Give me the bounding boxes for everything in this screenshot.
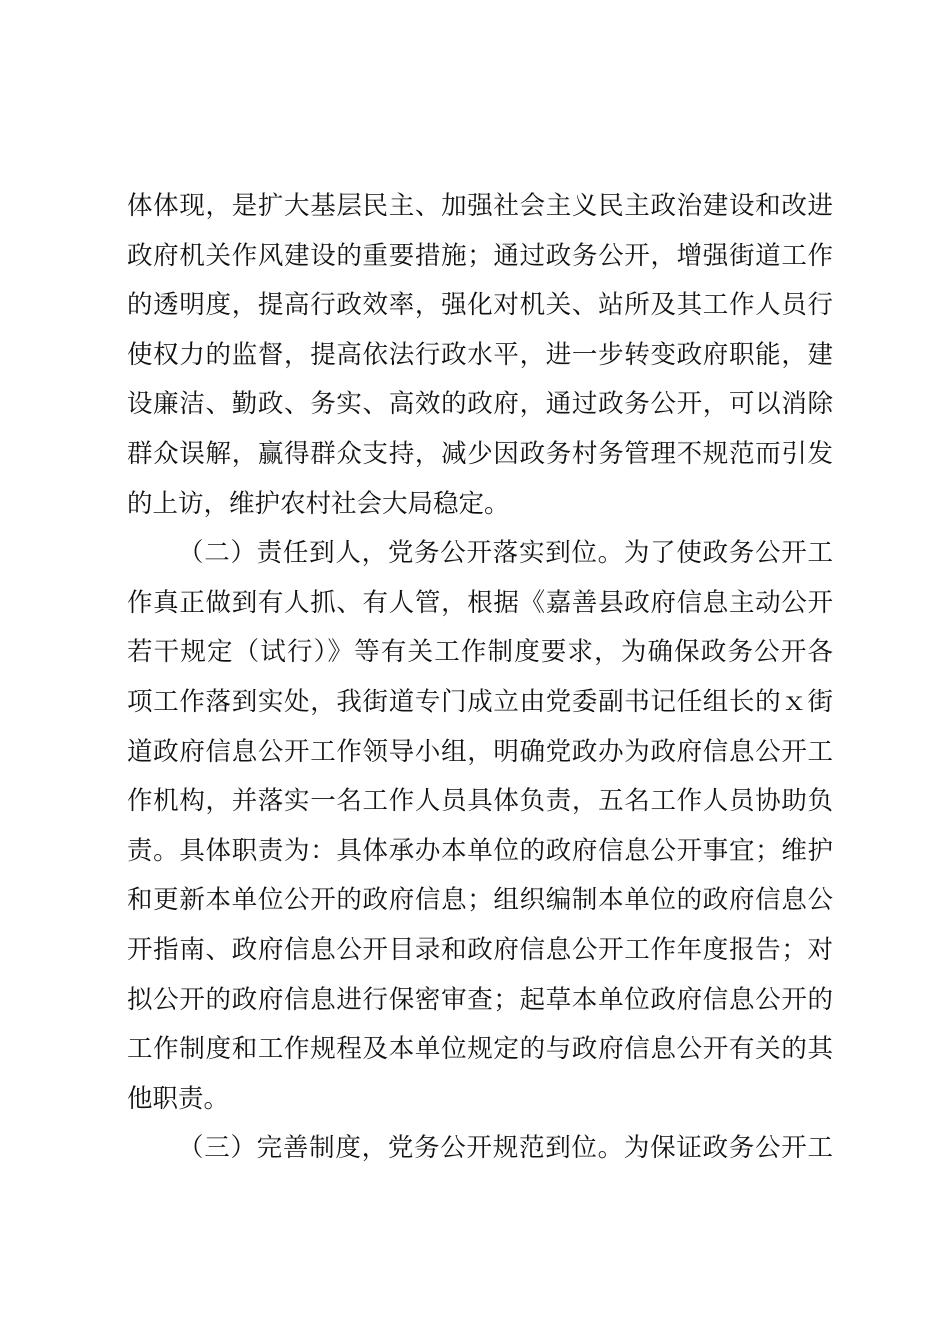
text-line: 道政府信息公开工作领导小组，明确党政办为政府信息公开工 [127,736,833,767]
text-line: 若干规定（试行）》等有关工作制度要求，为确保政务公开各 [127,637,833,668]
text-line: 使权力的监督，提高依法行政水平，进一步转变政府职能，建 [127,339,833,370]
text-line: 他职责。 [127,1083,230,1114]
text-line: 工作制度和工作规程及本单位规定的与政府信息公开有关的其 [127,1034,833,1065]
text-line: 项工作落到实处，我街道专门成立由党委副书记任组长的ｘ街 [127,686,833,717]
text-line: 的上访，维护农村社会大局稳定。 [127,488,510,519]
text-line: 的透明度，提高行政效率，强化对机关、站所及其工作人员行 [127,290,833,321]
text-line: 开指南、政府信息公开目录和政府信息公开工作年度报告；对 [127,934,833,965]
section-heading-line: （二）责任到人，党务公开落实到位。为了使政务公开工 [178,538,833,569]
text-line: 拟公开的政府信息进行保密审查；起草本单位政府信息公开的 [127,984,833,1015]
text-line: 设廉洁、勤政、务实、高效的政府，通过政务公开，可以消除 [127,389,833,420]
section-heading-line: （三）完善制度，党务公开规范到位。为保证政务公开工 [178,1133,833,1164]
text-line: 和更新本单位公开的政府信息；组织编制本单位的政府信息公 [127,885,833,916]
text-line: 作真正做到有人抓、有人管，根据《嘉善县政府信息主动公开 [127,587,833,618]
text-line: 作机构，并落实一名工作人员具体负责，五名工作人员协助负 [127,786,833,817]
text-line: 政府机关作风建设的重要措施；通过政务公开，增强街道工作 [127,240,833,271]
text-line: 体体现，是扩大基层民主、加强社会主义民主政治建设和改进 [127,191,833,221]
body-text [127,182,833,1174]
text-line: 责。具体职责为：具体承办本单位的政府信息公开事宜；维护 [127,835,833,866]
text-line: 群众误解，赢得群众支持，减少因政务村务管理不规范而引发 [127,438,833,469]
